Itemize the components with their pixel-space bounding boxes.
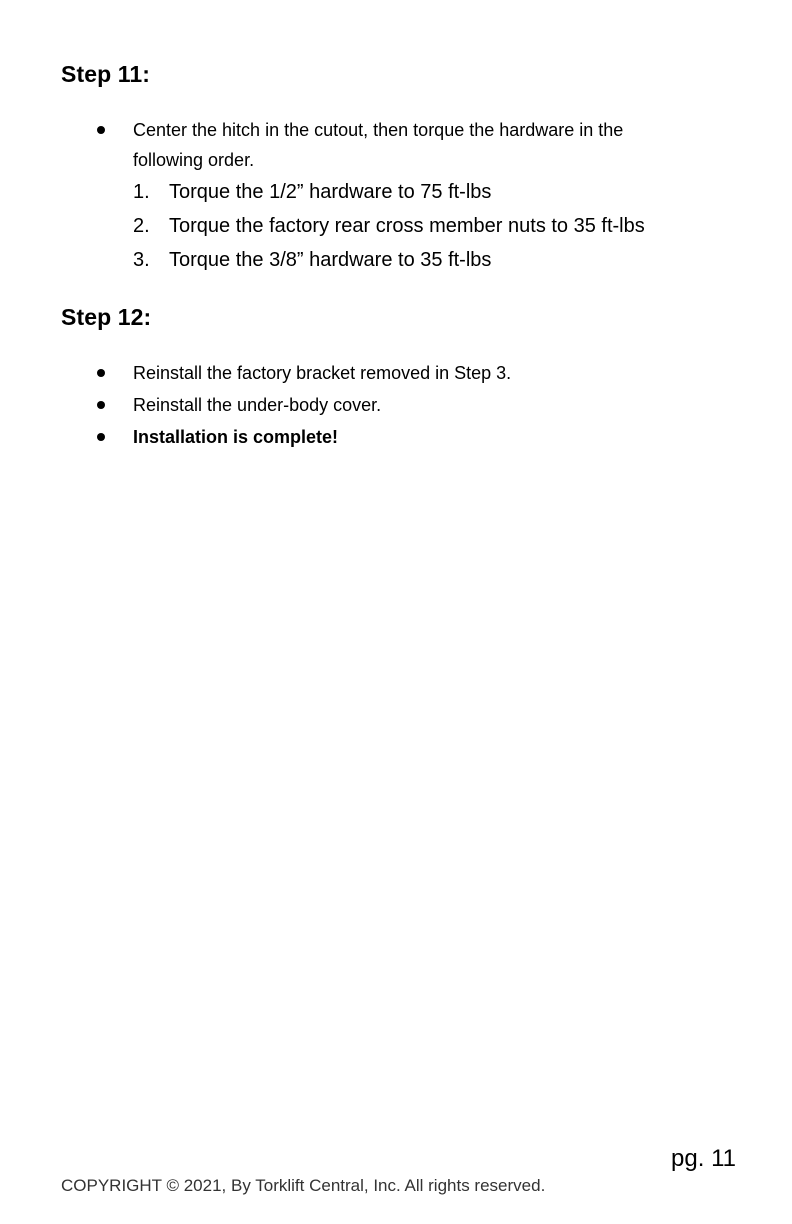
bullet-text-line-2: following order. <box>133 150 255 170</box>
bullet-icon <box>97 369 105 377</box>
item-number: 2. <box>133 215 150 237</box>
bullet-icon <box>97 401 105 409</box>
item-text: Torque the factory rear cross member nuts to 35 ft-lbs <box>169 215 645 237</box>
bullet-icon <box>97 433 105 441</box>
step-12-heading: Step 12: <box>61 304 152 330</box>
item-text: Torque the 1/2” hardware to 75 ft-lbs <box>169 181 492 203</box>
bullet-text-line-1: Center the hitch in the cutout, then torque the hardware in the <box>133 120 624 140</box>
bullet-icon <box>97 126 105 134</box>
copyright-notice: COPYRIGHT © 2021, By Torklift Central, Inc. All rights reserved. <box>61 1176 546 1195</box>
bullet-text: Reinstall the factory bracket removed in Step 3. <box>133 363 512 383</box>
item-number: 1. <box>133 181 150 203</box>
page-number: pg. 11 <box>671 1145 736 1172</box>
numbered-item-3 <box>133 246 753 274</box>
numbered-item-2 <box>133 212 753 240</box>
bullet-text-complete: Installation is complete! <box>133 427 339 447</box>
numbered-item-1 <box>133 178 753 206</box>
bullet-text: Reinstall the under-body cover. <box>133 395 382 415</box>
item-text: Torque the 3/8” hardware to 35 ft-lbs <box>169 249 492 271</box>
item-number: 3. <box>133 249 150 271</box>
step-11-heading: Step 11: <box>61 61 151 87</box>
